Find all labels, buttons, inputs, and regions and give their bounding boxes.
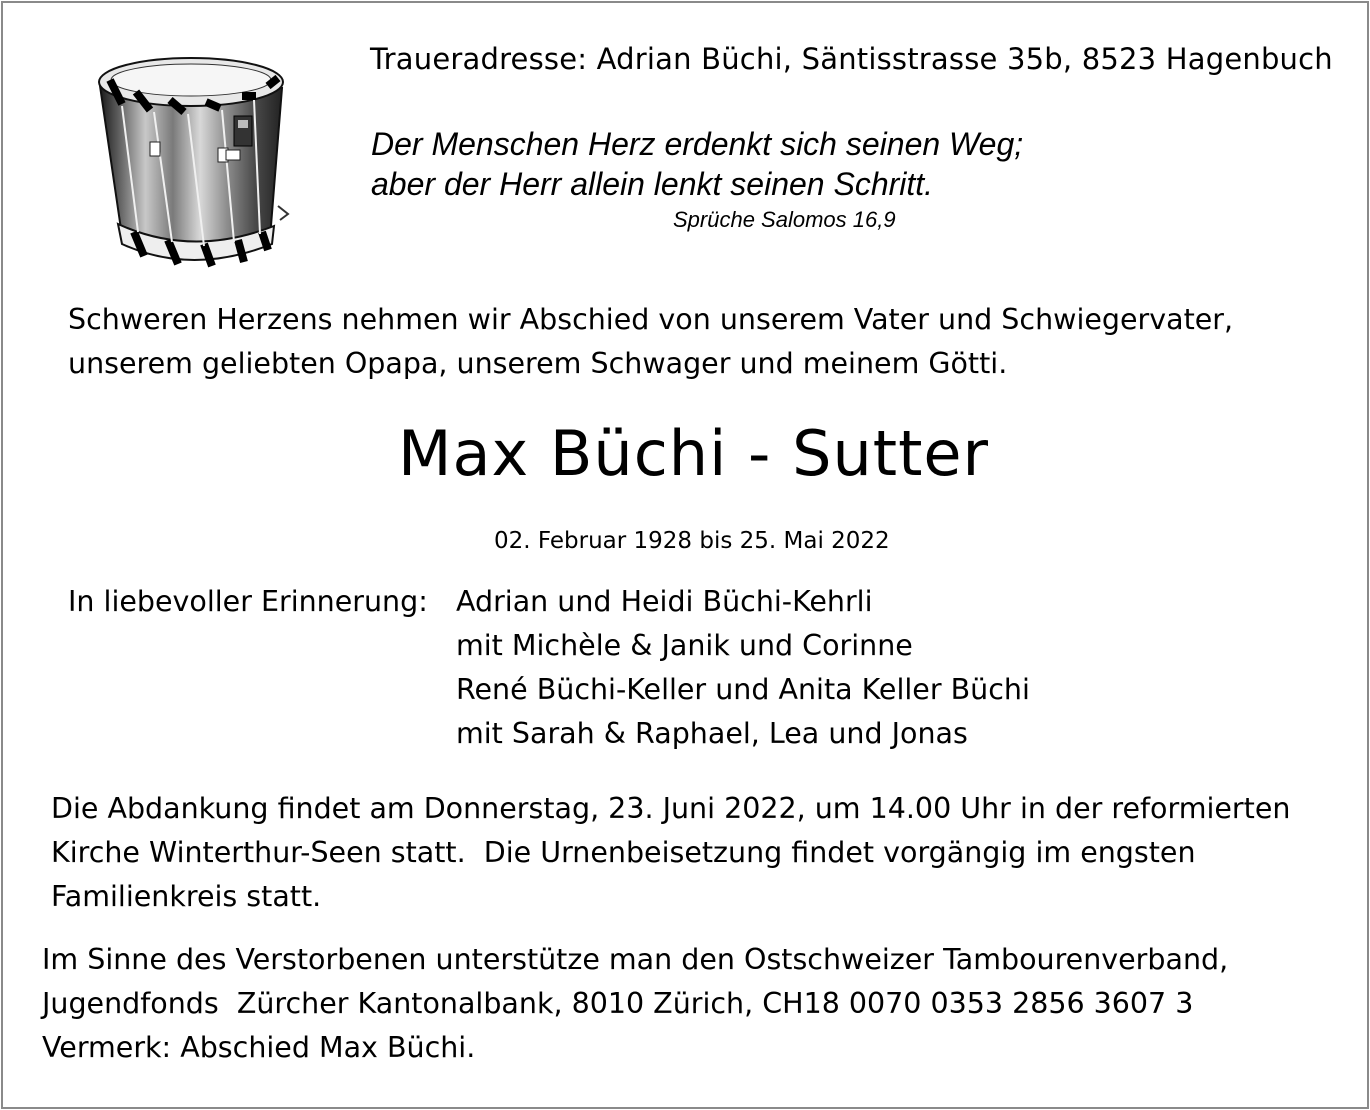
donation-info-line: Im Sinne des Verstorbenen unterstütze man den Ostschweizer Tambourenverband, [42, 943, 1229, 976]
service-info-line: Die Abdankung findet am Donnerstag, 23. Juni 2022, um 14.00 Uhr in der reformierten [51, 792, 1291, 825]
bible-quote-source: Sprüche Salomos 16,9 [673, 207, 896, 232]
mourner-line: René Büchi-Keller und Anita Keller Büchi [456, 673, 1030, 706]
service-info-line: Kirche Winterthur-Seen statt. Die Urnenbeisetzung findet vorgängig im engsten [51, 836, 1196, 869]
donation-info-line: Vermerk: Abschied Max Büchi. [42, 1031, 476, 1064]
intro-text-line: Schweren Herzens nehmen wir Abschied von unserem Vater und Schwiegervater, [68, 303, 1234, 336]
deceased-name: Max Büchi - Sutter [398, 417, 990, 490]
bible-quote-line: aber der Herr allein lenkt seinen Schritt. [371, 166, 934, 202]
mourner-line: mit Sarah & Raphael, Lea und Jonas [456, 717, 968, 750]
bible-quote-line: Der Menschen Herz erdenkt sich seinen Weg; [371, 126, 1024, 162]
mourning-address: Traueradresse: Adrian Büchi, Säntisstrasse 35b, 8523 Hagenbuch [370, 42, 1333, 76]
mourner-line: Adrian und Heidi Büchi-Kehrli [456, 585, 873, 618]
donation-info-line: Jugendfonds Zürcher Kantonalbank, 8010 Zürich, CH18 0070 0353 2856 3607 3 [42, 987, 1194, 1020]
service-info-line: Familienkreis statt. [51, 880, 322, 913]
snare-drum-icon [92, 46, 292, 272]
life-dates: 02. Februar 1928 bis 25. Mai 2022 [494, 528, 890, 554]
mourner-line: mit Michèle & Janik und Corinne [456, 629, 913, 662]
memory-label: In liebevoller Erinnerung: [68, 585, 428, 618]
intro-text-line: unserem geliebten Opapa, unserem Schwager und meinem Götti. [68, 347, 1008, 380]
